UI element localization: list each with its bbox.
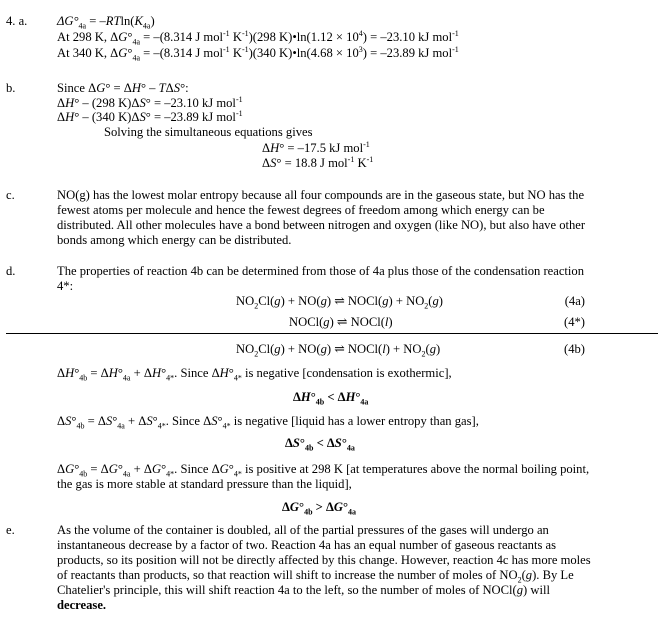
e-line-6-conclusion: decrease. <box>57 598 107 612</box>
b-result-s: ΔS° = 18.8 J mol$^{-1}$ $K^{-1}$ <box>262 154 374 170</box>
a-line-2: At 298 K, $\Delta G^\circ_{4a} = -(8.314$ J mol$^{-1}$ $K^{-1})(298$ K)•ln(1.12 × $10^4) = -23.10$ kJ mol$^{-1}$ <box>57 28 459 47</box>
c-line-1: NO(g) has the lowest molar entropy because all four compounds are in the gaseous state, but NO has the <box>57 188 585 202</box>
d-gibbs-line-2: the gas is more stable at standard pressure than the liquid], <box>57 477 352 491</box>
a-line-3: At 340 K, $\Delta G^\circ_{4a} = -(8.314$ J mol$^{-1}$ $K^{-1})(340$ K)•ln(4.68 × $10^3) = -23.89$ kJ mol$^{-1}$ <box>57 44 459 63</box>
equation-4a: $NO_2Cl(g) + NO(g)$ ⇌ NOCl(g) + $NO_2(g)$ <box>236 294 443 311</box>
d-entropy-line: $\Delta S^\circ_{4b} = \Delta S^\circ_{4a} + \Delta S^\circ_{4*}$. Since $\Delta S^\circ_{4*}$ is negative [liquid has a lower entropy than gas], <box>57 414 479 431</box>
label-c: c. <box>6 188 15 202</box>
b-result-h: ΔH° = –17.5 kJ mol$^{-1}$ <box>262 139 370 155</box>
label-a: 4. a. <box>6 14 28 28</box>
b-line-2: ΔH° – (298 K)ΔS° = –23.10 kJ mol$^{-1}$ <box>57 94 243 110</box>
d-gibbs-line-1: $\Delta G^\circ_{4b} = \Delta G^\circ_{4a} + \Delta G^\circ_{4*}$. Since $\Delta G^\circ_{4*}$ is positive at 298 K [at temperatures above the normal boiling point, <box>57 462 590 479</box>
e-line-5: Chatelier's principle, this will shift reaction 4a to the left, so the number of moles of NOCl(g) will <box>57 583 550 597</box>
e-line-3: products, so its position will not be directly affected by this change. However, reaction 4c has more moles <box>57 553 591 567</box>
equation-4star: NOCl(g) ⇌ NOCl(l) <box>289 315 393 329</box>
label-e: e. <box>6 523 15 537</box>
b-line-3: ΔH° – (340 K)ΔS° = –23.89 kJ mol$^{-1}$ <box>57 108 243 124</box>
label-d: d. <box>6 264 16 278</box>
d-enthalpy-line: $\Delta H^\circ_{4b} = \Delta H^\circ_{4a} + \Delta H^\circ_{4*}$. Since $\Delta H^\circ_{4*}$ is negative [condensation is exothermic], <box>57 366 452 383</box>
equation-4b-tag: (4b) <box>564 342 585 356</box>
d-gibbs-result: $\Delta G^\circ_{4b} > \Delta G^\circ_{4a}$ <box>282 500 357 517</box>
e-line-2: instantaneous decrease by a factor of two. Reaction 4a has an equal number of gaseous reactants as <box>57 538 557 552</box>
sum-rule-divider <box>6 333 658 334</box>
e-line-1: As the volume of the container is doubled, all of the partial pressures of the gases will undergo an <box>57 523 549 537</box>
equation-4a-tag: (4a) <box>564 294 585 308</box>
equation-4b: $NO_2Cl(g) + NO(g)$ ⇌ NOCl(l) + $NO_2(g)$ <box>236 342 441 359</box>
e-line-4: of reactants than products, so that reaction will shift to increase the number of moles of $NO_2(g)$. By Le <box>57 568 574 585</box>
d-line-2: 4*: <box>57 279 74 293</box>
a-line-1: $\Delta G^\circ_{4a} = -RTln(K_{4a})$ <box>57 14 155 31</box>
d-entropy-result: $\Delta S^\circ_{4b} < \Delta S^\circ_{4a}$ <box>285 436 355 453</box>
b-line-1: Since ΔG° = ΔH° – TΔS°: <box>57 81 189 95</box>
d-line-1: The properties of reaction 4b can be determined from those of 4a plus those of the condensation reaction <box>57 264 585 278</box>
d-enthalpy-result: $\Delta H^\circ_{4b} < \Delta H^\circ_{4a}$ <box>293 390 369 407</box>
c-line-3: distributed. All other molecules have a bond between nitrogen and oxygen (like NO), but also have other <box>57 218 586 232</box>
b-line-4: Solving the simultaneous equations gives <box>104 125 313 139</box>
c-line-2: fewest atoms per molecule and hence the fewest degrees of freedom among which energy can be <box>57 203 545 217</box>
equation-4star-tag: (4*) <box>564 315 585 329</box>
label-b: b. <box>6 81 16 95</box>
c-line-4: bonds among which energy can be distributed. <box>57 233 292 247</box>
